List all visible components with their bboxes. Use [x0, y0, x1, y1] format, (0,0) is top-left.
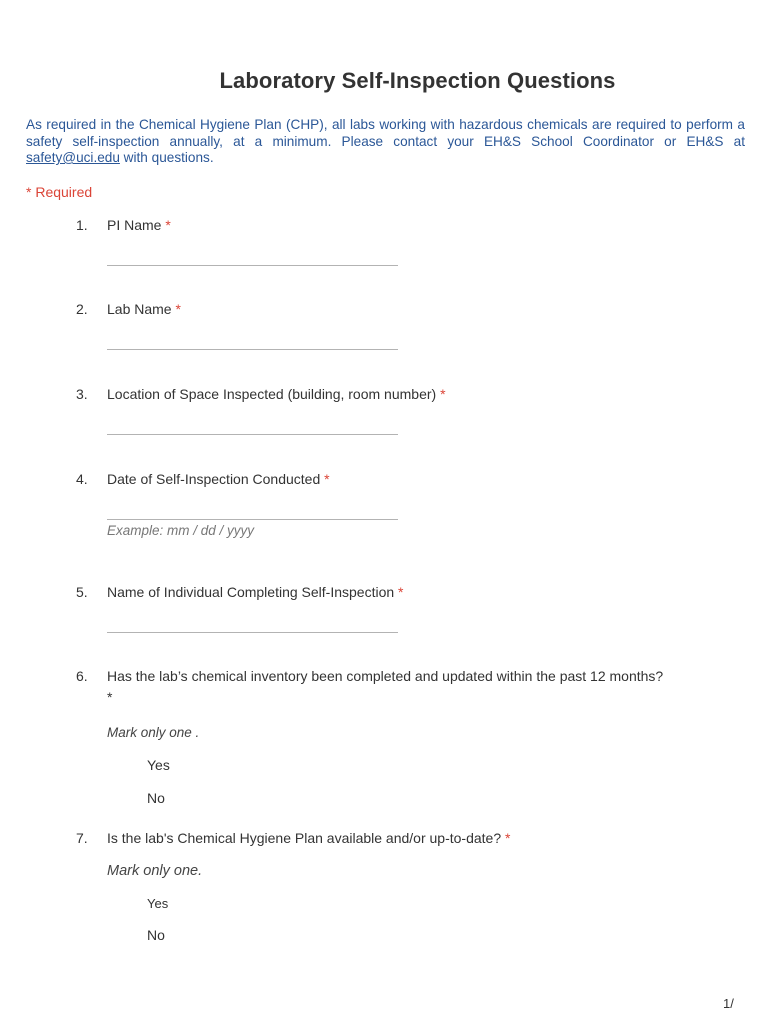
inspector-name-input[interactable]	[107, 632, 398, 633]
required-star: *	[175, 301, 181, 317]
question-number: 4.	[76, 471, 88, 487]
mark-only-one-hint: Mark only one .	[107, 725, 200, 740]
question-number: 2.	[76, 301, 88, 317]
page-title: Laboratory Self-Inspection Questions	[219, 68, 616, 93]
option-yes[interactable]: Yes	[147, 757, 170, 773]
question-number: 3.	[76, 386, 88, 402]
option-no[interactable]: No	[147, 790, 165, 806]
required-star: *	[505, 830, 511, 846]
question-label: Is the lab's Chemical Hygiene Plan available and/or up-to-date? *	[107, 830, 511, 846]
intro-paragraph	[26, 117, 745, 167]
required-star: *	[165, 217, 171, 233]
required-star: *	[398, 584, 404, 600]
question-label: Lab Name *	[107, 301, 181, 317]
required-star: *	[324, 471, 330, 487]
option-yes[interactable]: Yes	[147, 896, 169, 911]
question-number: 5.	[76, 584, 88, 600]
question-label: Has the lab’s chemical inventory been completed and updated within the past 12 months?	[107, 668, 664, 684]
page-number: 1/	[723, 996, 734, 1011]
mark-only-one-hint: Mark only one.	[107, 863, 203, 879]
question-number: 7.	[76, 830, 88, 846]
required-star: *	[107, 689, 113, 705]
question-number: 1.	[76, 217, 88, 233]
date-hint: Example: mm / dd / yyyy	[107, 523, 255, 538]
date-input[interactable]	[107, 519, 398, 520]
question-label: Date of Self-Inspection Conducted *	[107, 471, 330, 487]
lab-name-input[interactable]	[107, 349, 398, 350]
location-input[interactable]	[107, 434, 398, 435]
question-label: PI Name *	[107, 217, 171, 233]
pi-name-input[interactable]	[107, 265, 398, 266]
intro-text-end: with questions.	[119, 150, 214, 165]
question-label: Location of Space Inspected (building, room number) *	[107, 386, 446, 402]
intro-text: As required in the Chemical Hygiene Plan (CHP), all labs working with hazardous chemicals are required to perform a safety self-inspection annually, at a minimum. Please contact your EH&S School Coordinator or EH&S at	[26, 117, 745, 149]
option-no[interactable]: No	[147, 927, 165, 943]
email-link[interactable]: safety@uci.edu	[26, 150, 120, 165]
required-note: * Required	[26, 184, 93, 200]
question-label: Name of Individual Completing Self-Inspection *	[107, 584, 404, 600]
question-number: 6.	[76, 668, 88, 684]
required-star: *	[440, 386, 446, 402]
